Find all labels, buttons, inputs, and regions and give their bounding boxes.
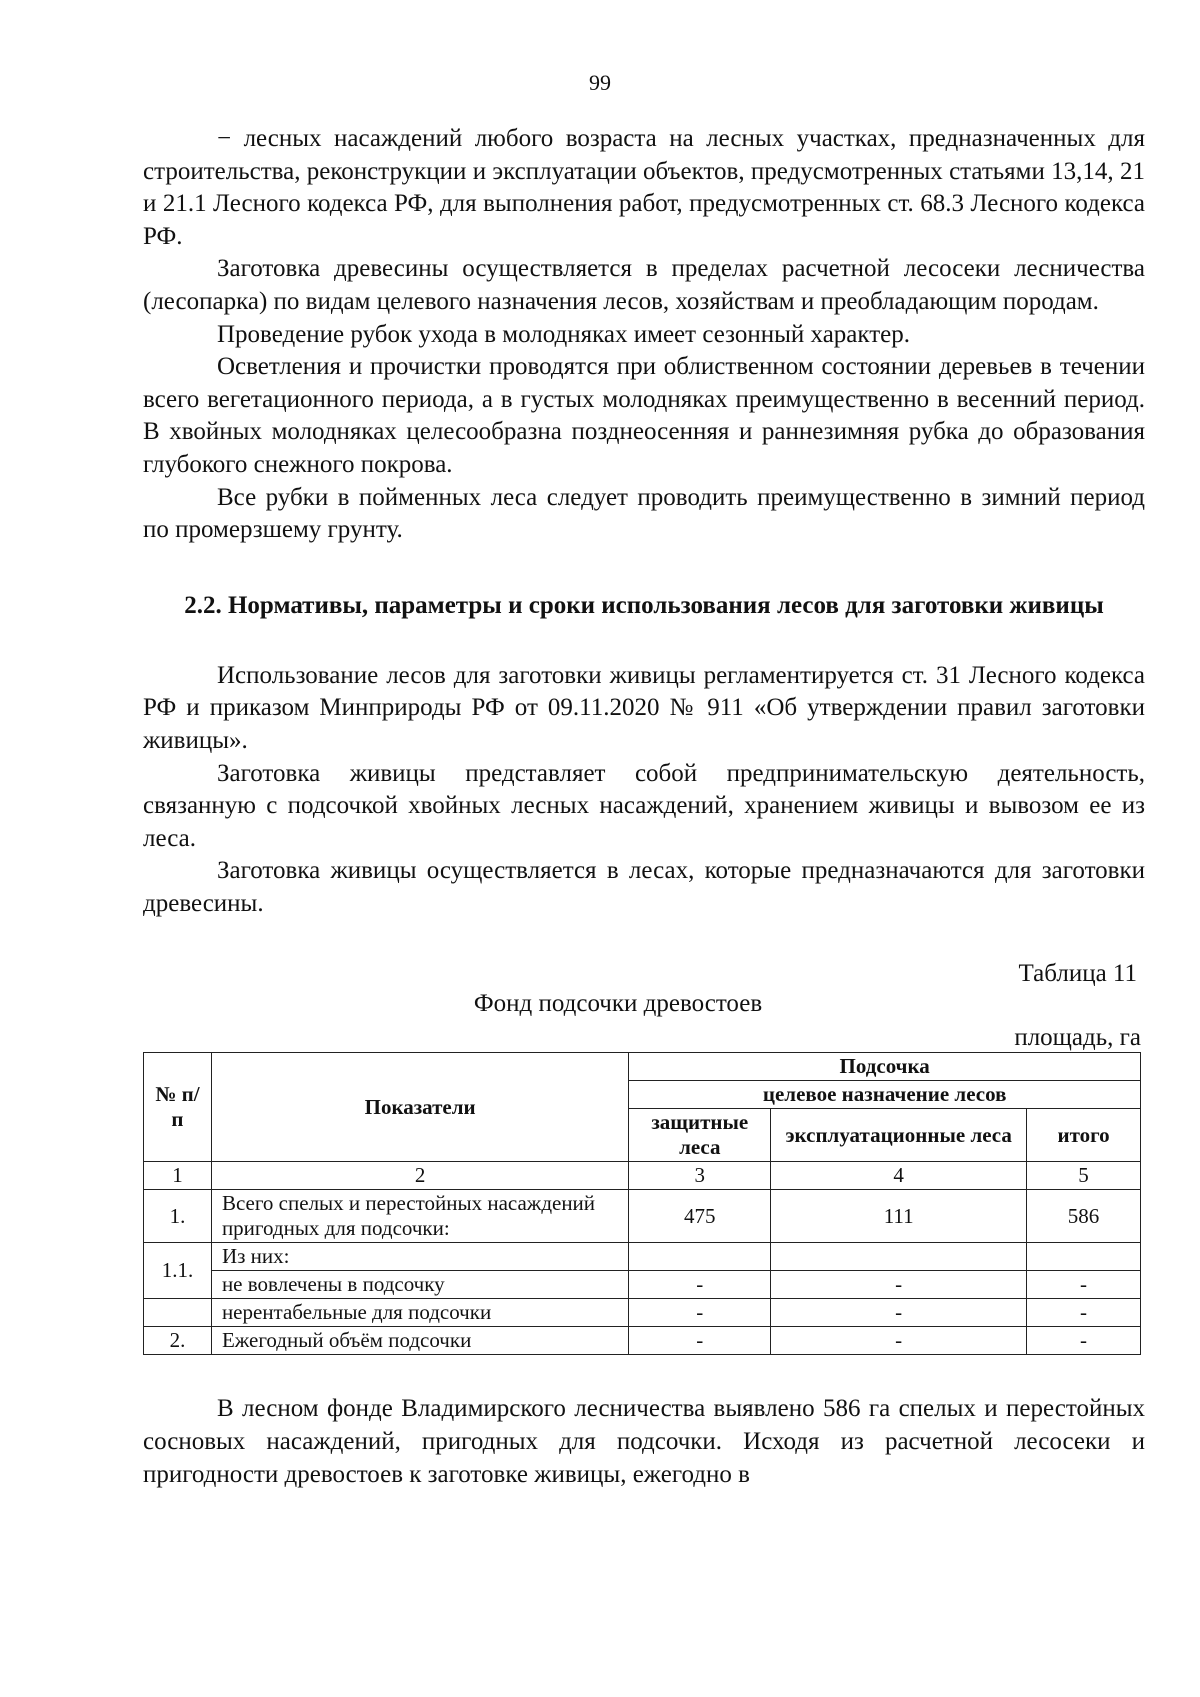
cell-total: 586 — [1027, 1190, 1141, 1243]
row-label: нерентабельные для подсочки — [211, 1299, 628, 1327]
tapping-fund-table — [143, 1052, 1141, 1355]
row-num — [144, 1299, 212, 1327]
header-indicators: Показатели — [211, 1053, 628, 1162]
section-heading: 2.2. Нормативы, параметры и сроки использования лесов для заготовки живицы — [184, 591, 1104, 619]
paragraph-forest-stands: − лесных насаждений любого возраста на лесных участках, предназначенных для строительства, реконструкции и эксплуатации объектов, предусмотренных статьями 13,14, 21 и 21.1 Лесного кодекса РФ, для выполнения работ, предусмотренных ст. 68.3 Лесного кодекса РФ. — [143, 125, 1145, 250]
paragraph-cleaning-cuttings: Осветления и прочистки проводятся при облиственном состоянии деревьев в течении всего вегетационного периода, а в густых молодняках преимущественно в весенний период. В хвойных молодняках целесообразна позднеосенняя и раннезимняя рубка до образования глубокого снежного покрова. — [143, 353, 1145, 478]
header-protective: защитные леса — [629, 1109, 771, 1162]
table-row — [144, 1327, 1141, 1355]
column-number: 5 — [1027, 1162, 1141, 1190]
row-label: Всего спелых и перестойных насаждений пригодных для подсочки: — [211, 1190, 628, 1243]
header-num: № п/п — [144, 1053, 212, 1162]
table-row — [144, 1243, 1141, 1271]
row-num: 1. — [144, 1190, 212, 1243]
cell-protective: - — [629, 1299, 771, 1327]
cell-exploitation: - — [771, 1271, 1027, 1299]
cell-total: - — [1027, 1327, 1141, 1355]
cell-exploitation: - — [771, 1299, 1027, 1327]
cell-protective: 475 — [629, 1190, 771, 1243]
table-unit: площадь, га — [1014, 1024, 1141, 1052]
header-forest-purpose: целевое назначение лесов — [629, 1081, 1141, 1109]
table-number: Таблица 11 — [1018, 960, 1137, 988]
row-label: Ежегодный объём подсочки — [211, 1327, 628, 1355]
paragraph-floodplain-cuttings: Все рубки в пойменных леса следует проводить преимущественно в зимний период по промерзшему грунту. — [143, 483, 1145, 544]
table-row — [144, 1299, 1141, 1327]
row-label: не вовлечены в подсочку — [211, 1271, 628, 1299]
cell-empty — [771, 1243, 1027, 1271]
page-content — [143, 123, 1145, 1491]
cell-empty — [1027, 1243, 1141, 1271]
paragraph-resin-regulation: Использование лесов для заготовки живицы регламентируется ст. 31 Лесного кодекса РФ и приказом Минприроды РФ от 09.11.2020 № 911 «Об утверждении правил заготовки живицы». — [143, 661, 1145, 754]
paragraph-resin-forests: Заготовка живицы осуществляется в лесах, которые предназначаются для заготовки древесины. — [143, 857, 1145, 917]
header-tapping: Подсочка — [629, 1053, 1141, 1081]
cell-total: - — [1027, 1271, 1141, 1299]
table-title: Фонд подсочки древостоев — [473, 990, 763, 1018]
table-row — [144, 1190, 1141, 1243]
table-header-row — [144, 1053, 1141, 1081]
column-number: 2 — [211, 1162, 628, 1190]
row-label: Из них: — [211, 1243, 628, 1271]
column-number: 4 — [771, 1162, 1027, 1190]
row-num: 1.1. — [144, 1243, 212, 1299]
paragraph-vladimir-forestry: В лесном фонде Владимирского лесничества выявлено 586 га спелых и перестойных сосновых насаждений, пригодных для подсочки. Исходя из расчетной лесосеки и пригодности древостоев к заготовке живицы, ежегодно в — [143, 1395, 1145, 1488]
table-row — [144, 1271, 1141, 1299]
cell-empty — [629, 1243, 771, 1271]
paragraph-thinning-seasonal: Проведение рубок ухода в молодняках имеет сезонный характер. — [217, 320, 910, 348]
page-number: 99 — [589, 70, 611, 95]
paragraph-resin-definition: Заготовка живицы представляет собой предпринимательскую деятельность, связанную с подсочкой хвойных лесных насаждений, хранением живицы и вывозом ее из леса. — [143, 759, 1145, 852]
cell-exploitation: - — [771, 1327, 1027, 1355]
column-number-row — [144, 1162, 1141, 1190]
cell-exploitation: 111 — [771, 1190, 1027, 1243]
header-exploitation: эксплуатационные леса — [771, 1109, 1027, 1162]
paragraph-timber-harvest: Заготовка древесины осуществляется в пределах расчетной лесосеки лесничества (лесопарка) по видам целевого назначения лесов, хозяйствам и преобладающим породам. — [143, 255, 1145, 315]
cell-total: - — [1027, 1299, 1141, 1327]
cell-protective: - — [629, 1271, 771, 1299]
cell-protective: - — [629, 1327, 771, 1355]
column-number: 1 — [144, 1162, 212, 1190]
column-number: 3 — [629, 1162, 771, 1190]
row-num: 2. — [144, 1327, 212, 1355]
header-total: итого — [1027, 1109, 1141, 1162]
